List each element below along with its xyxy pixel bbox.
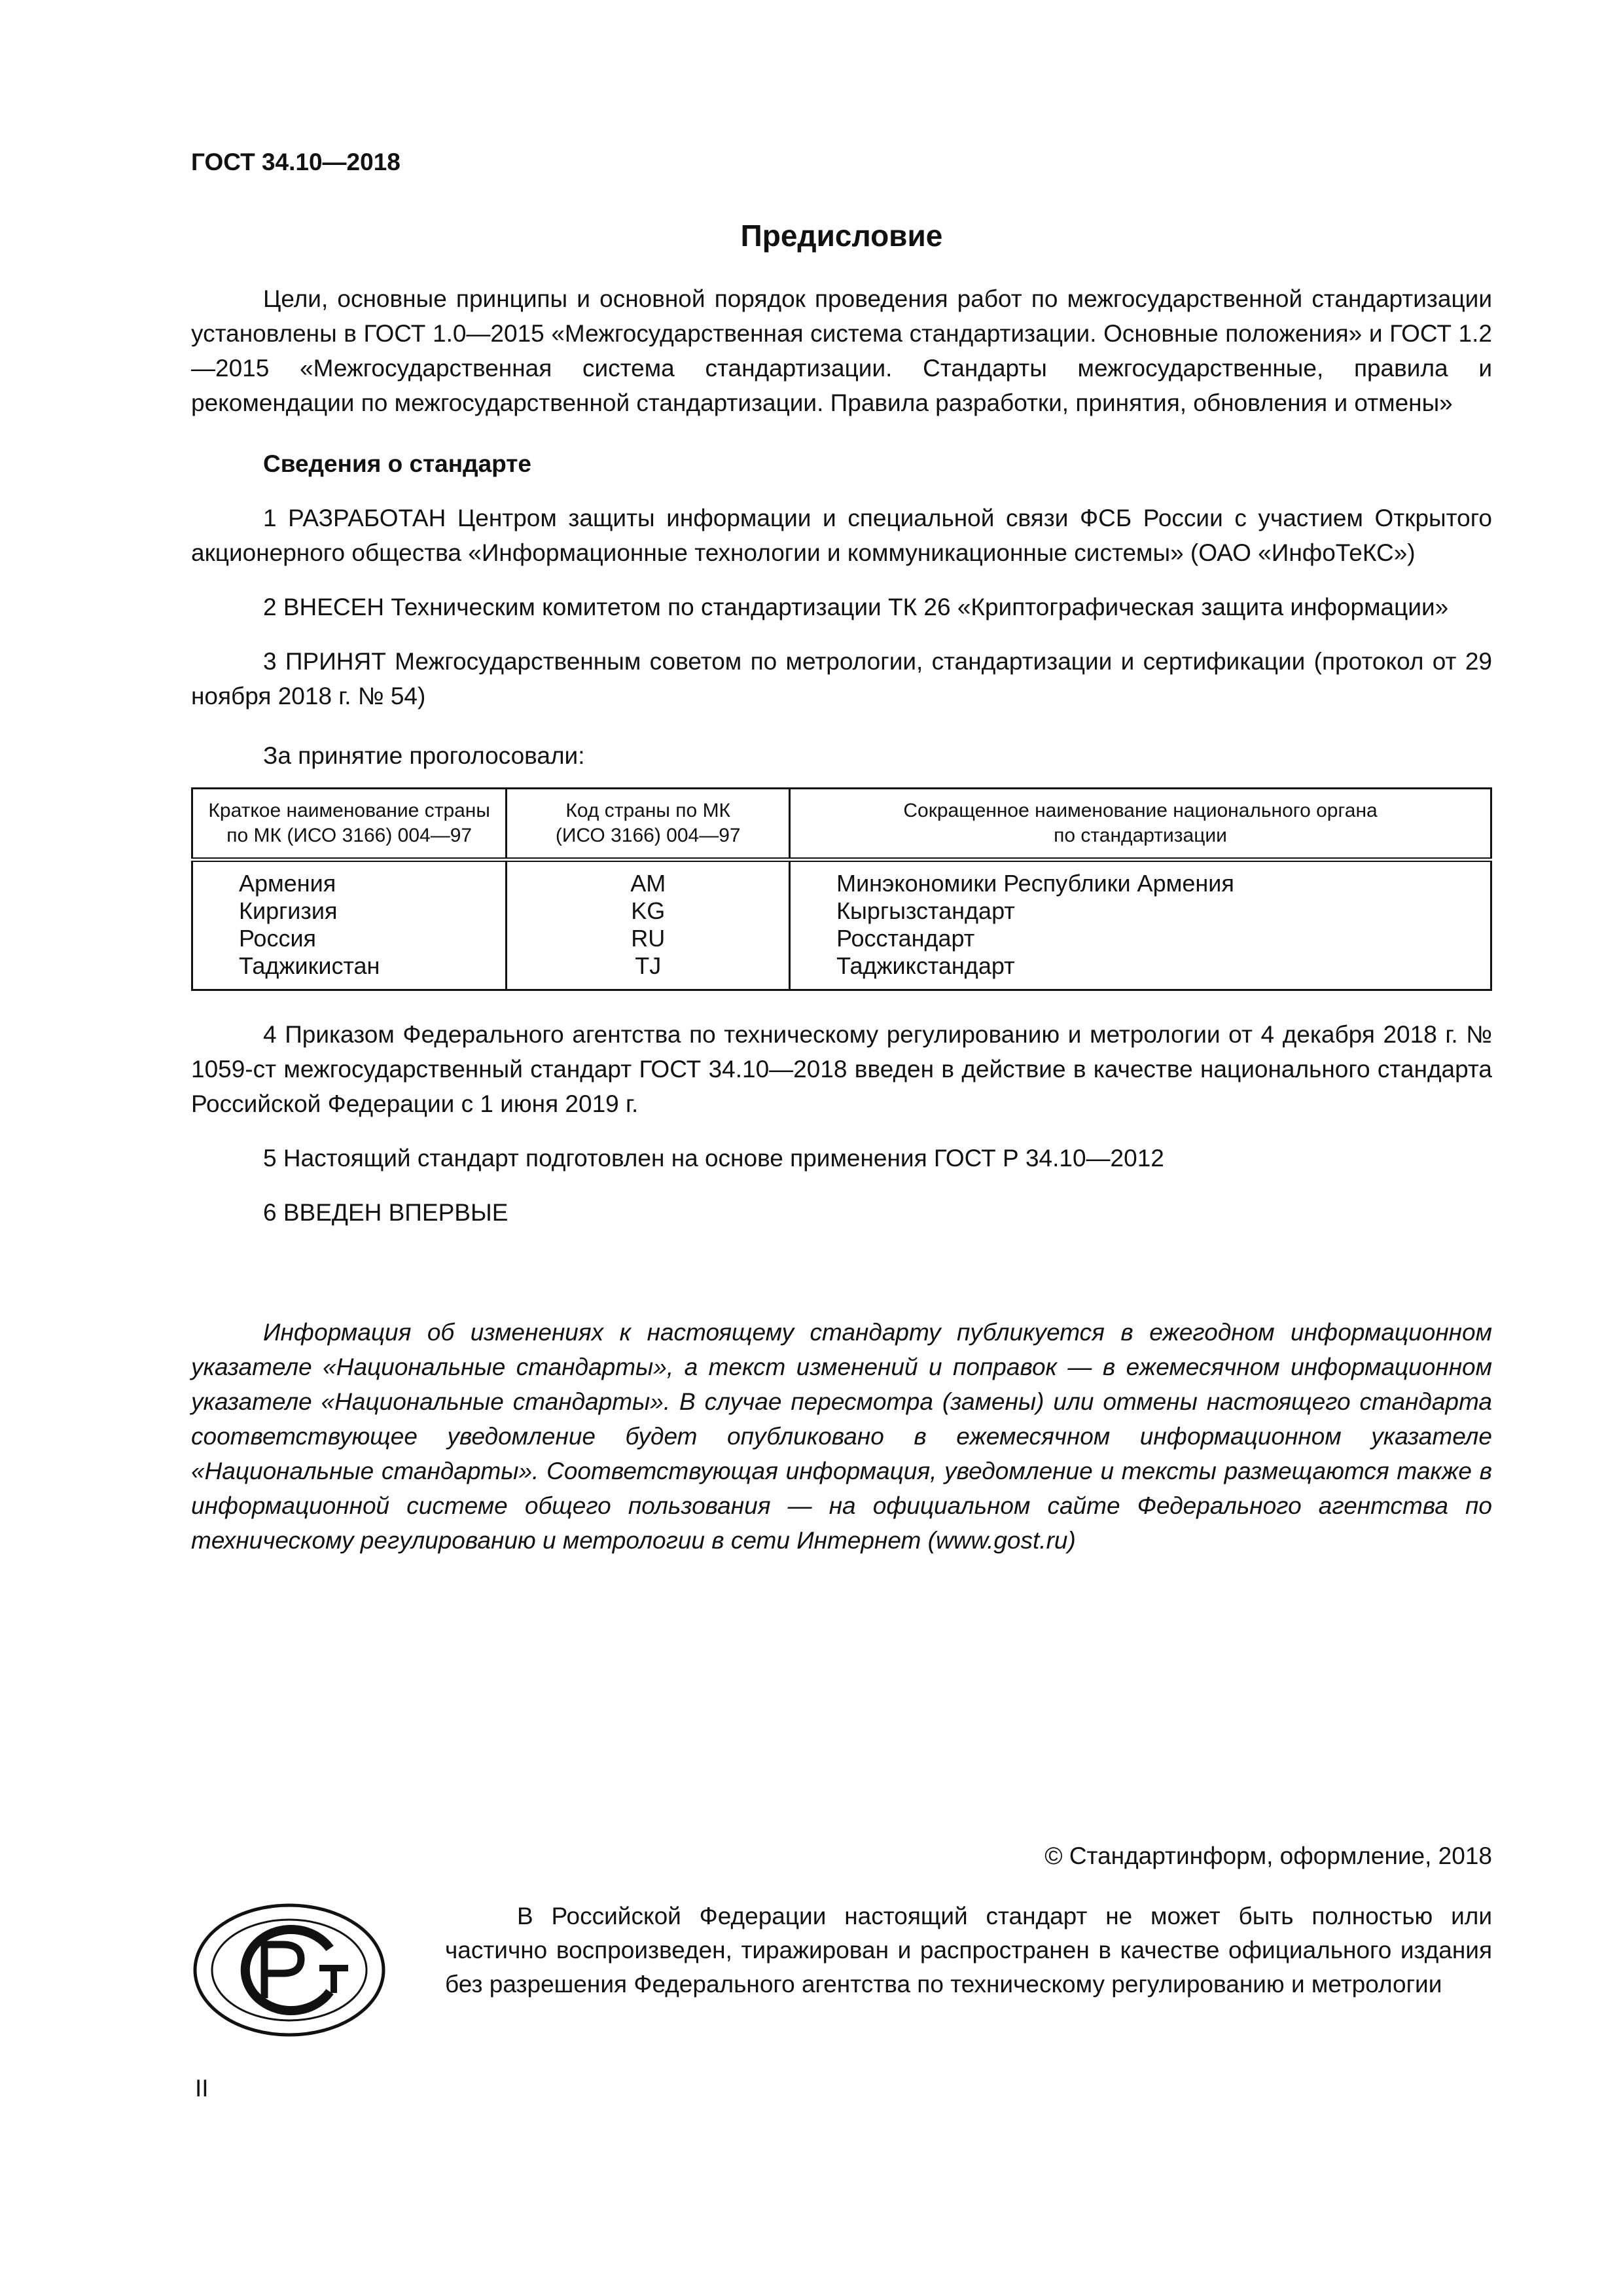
header-national-body — [790, 789, 1491, 860]
header-country-name — [192, 789, 507, 860]
page-number: II — [195, 2075, 209, 2102]
table-header-row — [192, 789, 1491, 860]
national-body: Минэкономики Республики Армения — [790, 860, 1491, 898]
item-3: 3 ПРИНЯТ Межгосударственным советом по метрологии, стандартизации и сертификации (протокол от 29 ноября 2018 г. № 54) — [191, 648, 1492, 709]
item-1: 1 РАЗРАБОТАН Центром защиты информации и специальной связи ФСБ России с участием Открытого акционерного общества «Информационные технологии и коммуникационные системы» (ОАО «ИнфоТеКС») — [191, 505, 1492, 566]
voting-table — [191, 787, 1492, 991]
rst-certification-logo — [191, 1901, 387, 2039]
item-4: 4 Приказом Федерального агентства по техническому регулированию и метрологии от 4 декабря 2018 г. № 1059-ст межгосударственный стандарт ГОСТ 34.10—2018 введен в действие в качестве национального стандарта Российской Федерации с 1 июня 2019 г. — [191, 1021, 1492, 1117]
country-name: Армения — [192, 860, 507, 898]
logo-letter-t — [319, 1968, 348, 1993]
country-code: TJ — [507, 952, 790, 990]
header-body-line1: Сокращенное наименование национального органа — [903, 800, 1378, 821]
country-name: Таджикистан — [192, 952, 507, 990]
header-country-line1: Краткое наименование страны — [208, 800, 490, 821]
country-name: Киргизия — [192, 897, 507, 925]
legal-notice: В Российской Федерации настоящий стандарт не может быть полностью или частично воспроизведен, тиражирован и распространен в качестве официального издания без разрешения Федерального агентства по техническому регулированию и метрологии — [445, 1903, 1492, 1998]
country-name: Россия — [192, 925, 507, 952]
page-title: Предисловие — [740, 219, 943, 253]
item-5: 5 Настоящий стандарт подготовлен на основе применения ГОСТ Р 34.10—2012 — [263, 1145, 1164, 1172]
copyright-line: © Стандартинформ, оформление, 2018 — [1044, 1842, 1492, 1869]
national-body: Росстандарт — [790, 925, 1491, 952]
country-code: KG — [507, 897, 790, 925]
section-heading: Сведения о стандарте — [263, 450, 531, 477]
table-row — [192, 925, 1491, 952]
country-code: AM — [507, 860, 790, 898]
information-notice: Информация об изменениях к настоящему стандарту публикуется в ежегодном информационном указателе «Национальные стандарты», а текст изменений и поправок — в ежемесячном информационном указателе «Национальные стандарты». В случае пересмотра (замены) или отмены настоящего стандарта соответствующее уведомление будет опубликовано в ежемесячном информационном указателе «Национальные стандарты». Соответствующая информация, уведомление и тексты размещаются также в информационной системе общего пользования — на официальном сайте Федерального агентства по техническому регулированию и метрологии в сети Интернет (www.gost.ru) — [191, 1319, 1492, 1554]
header-country-code — [507, 789, 790, 860]
intro-paragraph: Цели, основные принципы и основной порядок проведения работ по межгосударственной стандартизации установлены в ГОСТ 1.0—2015 «Межгосударственная система стандартизации. Основные положения» и ГОСТ 1.2—2015 «Межгосударственная система стандартизации. Стандарты межгосударственные, правила и рекомендации по межгосударственной стандартизации. Правила разработки, принятия, обновления и отмены» — [191, 285, 1492, 416]
header-code-line1: Код страны по МК — [565, 800, 731, 821]
table-row — [192, 897, 1491, 925]
national-body: Кыргызстандарт — [790, 897, 1491, 925]
voting-label: За принятие проголосовали: — [263, 742, 585, 769]
country-code: RU — [507, 925, 790, 952]
table-row — [192, 860, 1491, 898]
document-code: ГОСТ 34.10—2018 — [191, 149, 401, 175]
item-6: 6 ВВЕДЕН ВПЕРВЫЕ — [263, 1199, 508, 1226]
header-country-line2: по МК (ИСО 3166) 004—97 — [226, 825, 473, 846]
page-content — [191, 216, 1492, 1558]
header-code-line2: (ИСО 3166) 004—97 — [555, 825, 741, 846]
logo-letter-p — [264, 1945, 301, 1998]
table-row — [192, 952, 1491, 990]
header-body-line2: по стандартизации — [1054, 825, 1227, 846]
item-2: 2 ВНЕСЕН Техническим комитетом по стандартизации ТК 26 «Криптографическая защита информации» — [263, 594, 1449, 620]
national-body: Таджикстандарт — [790, 952, 1491, 990]
